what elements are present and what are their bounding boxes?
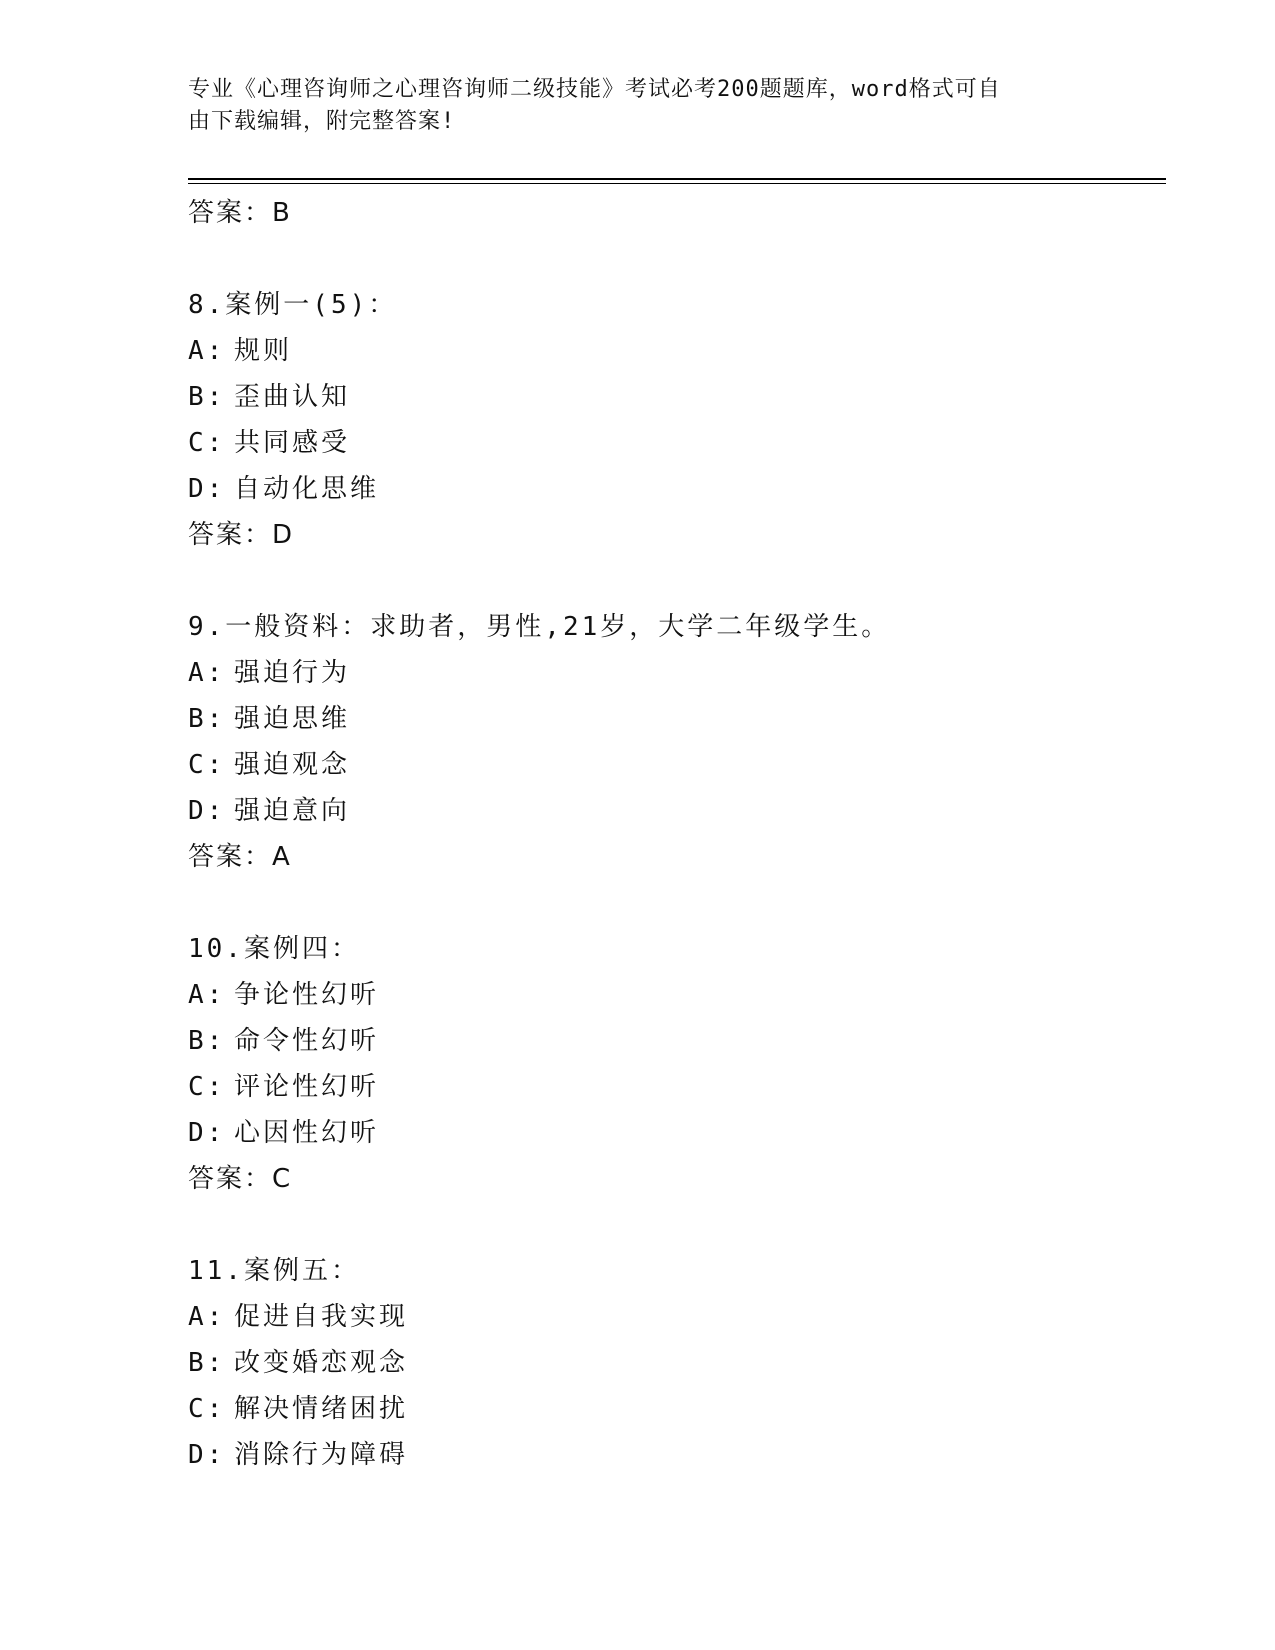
option-c: [188, 742, 1166, 788]
header-divider-thick: [188, 178, 1166, 180]
option-letter: A:: [188, 1302, 226, 1332]
option-letter: A:: [188, 980, 226, 1010]
option-letter: B:: [188, 382, 226, 412]
option-letter: D:: [188, 796, 226, 826]
option-b: [188, 374, 1166, 420]
header-line-2: 由下载编辑，附完整答案!: [188, 109, 456, 134]
spacer: [188, 558, 1166, 604]
option-d: [188, 466, 1166, 512]
option-letter: C:: [188, 1072, 226, 1102]
document-header: [188, 74, 1068, 138]
option-d: [188, 1432, 1166, 1478]
option-a: [188, 650, 1166, 696]
header-line-1: 专业《心理咨询师之心理咨询师二级技能》考试必考200题题库，word格式可自: [188, 77, 1001, 102]
option-letter: D:: [188, 1440, 226, 1470]
question-block: [188, 1248, 1166, 1478]
option-a: [188, 1294, 1166, 1340]
option-text: 共同感受: [234, 428, 351, 458]
option-letter: B:: [188, 1348, 226, 1378]
answer-line: 答案：B: [188, 198, 292, 228]
option-text: 强迫行为: [234, 658, 351, 688]
option-c: [188, 1064, 1166, 1110]
option-letter: C:: [188, 428, 226, 458]
option-letter: A:: [188, 336, 226, 366]
spacer: [188, 1202, 1166, 1248]
option-text: 强迫思维: [234, 704, 351, 734]
option-letter: D:: [188, 1118, 226, 1148]
option-c: [188, 1386, 1166, 1432]
option-a: [188, 328, 1166, 374]
option-text: 歪曲认知: [234, 382, 351, 412]
question-title: 10.案例四：: [188, 934, 360, 964]
option-text: 改变婚恋观念: [234, 1348, 409, 1378]
option-text: 促进自我实现: [234, 1302, 409, 1332]
spacer: [188, 880, 1166, 926]
question-title: 8.案例一(5)：: [188, 290, 398, 320]
option-b: [188, 1340, 1166, 1386]
answer-line: 答案：D: [188, 520, 295, 550]
option-c: [188, 420, 1166, 466]
option-letter: D:: [188, 474, 226, 504]
option-letter: B:: [188, 1026, 226, 1056]
option-text: 心因性幻听: [234, 1118, 380, 1148]
question-list: [188, 190, 1166, 1478]
spacer: [188, 236, 1166, 282]
option-b: [188, 696, 1166, 742]
question-block: [188, 604, 1166, 880]
option-d: [188, 788, 1166, 834]
option-text: 规则: [234, 336, 293, 366]
option-a: [188, 972, 1166, 1018]
answer-line: 答案：C: [188, 1164, 293, 1194]
option-d: [188, 1110, 1166, 1156]
option-letter: C:: [188, 750, 226, 780]
option-text: 评论性幻听: [234, 1072, 380, 1102]
question-title: 9.一般资料：求助者，男性,21岁，大学二年级学生。: [188, 612, 891, 642]
option-letter: C:: [188, 1394, 226, 1424]
option-text: 争论性幻听: [234, 980, 380, 1010]
question-block: [188, 282, 1166, 558]
option-text: 解决情绪困扰: [234, 1394, 409, 1424]
header-divider-thin: [188, 183, 1166, 184]
question-title: 11.案例五：: [188, 1256, 360, 1286]
option-letter: A:: [188, 658, 226, 688]
option-text: 强迫观念: [234, 750, 351, 780]
option-b: [188, 1018, 1166, 1064]
question-block: [188, 926, 1166, 1202]
option-text: 自动化思维: [234, 474, 380, 504]
option-letter: B:: [188, 704, 226, 734]
option-text: 命令性幻听: [234, 1026, 380, 1056]
option-text: 消除行为障碍: [234, 1440, 409, 1470]
answer-line: 答案：A: [188, 842, 292, 872]
option-text: 强迫意向: [234, 796, 351, 826]
